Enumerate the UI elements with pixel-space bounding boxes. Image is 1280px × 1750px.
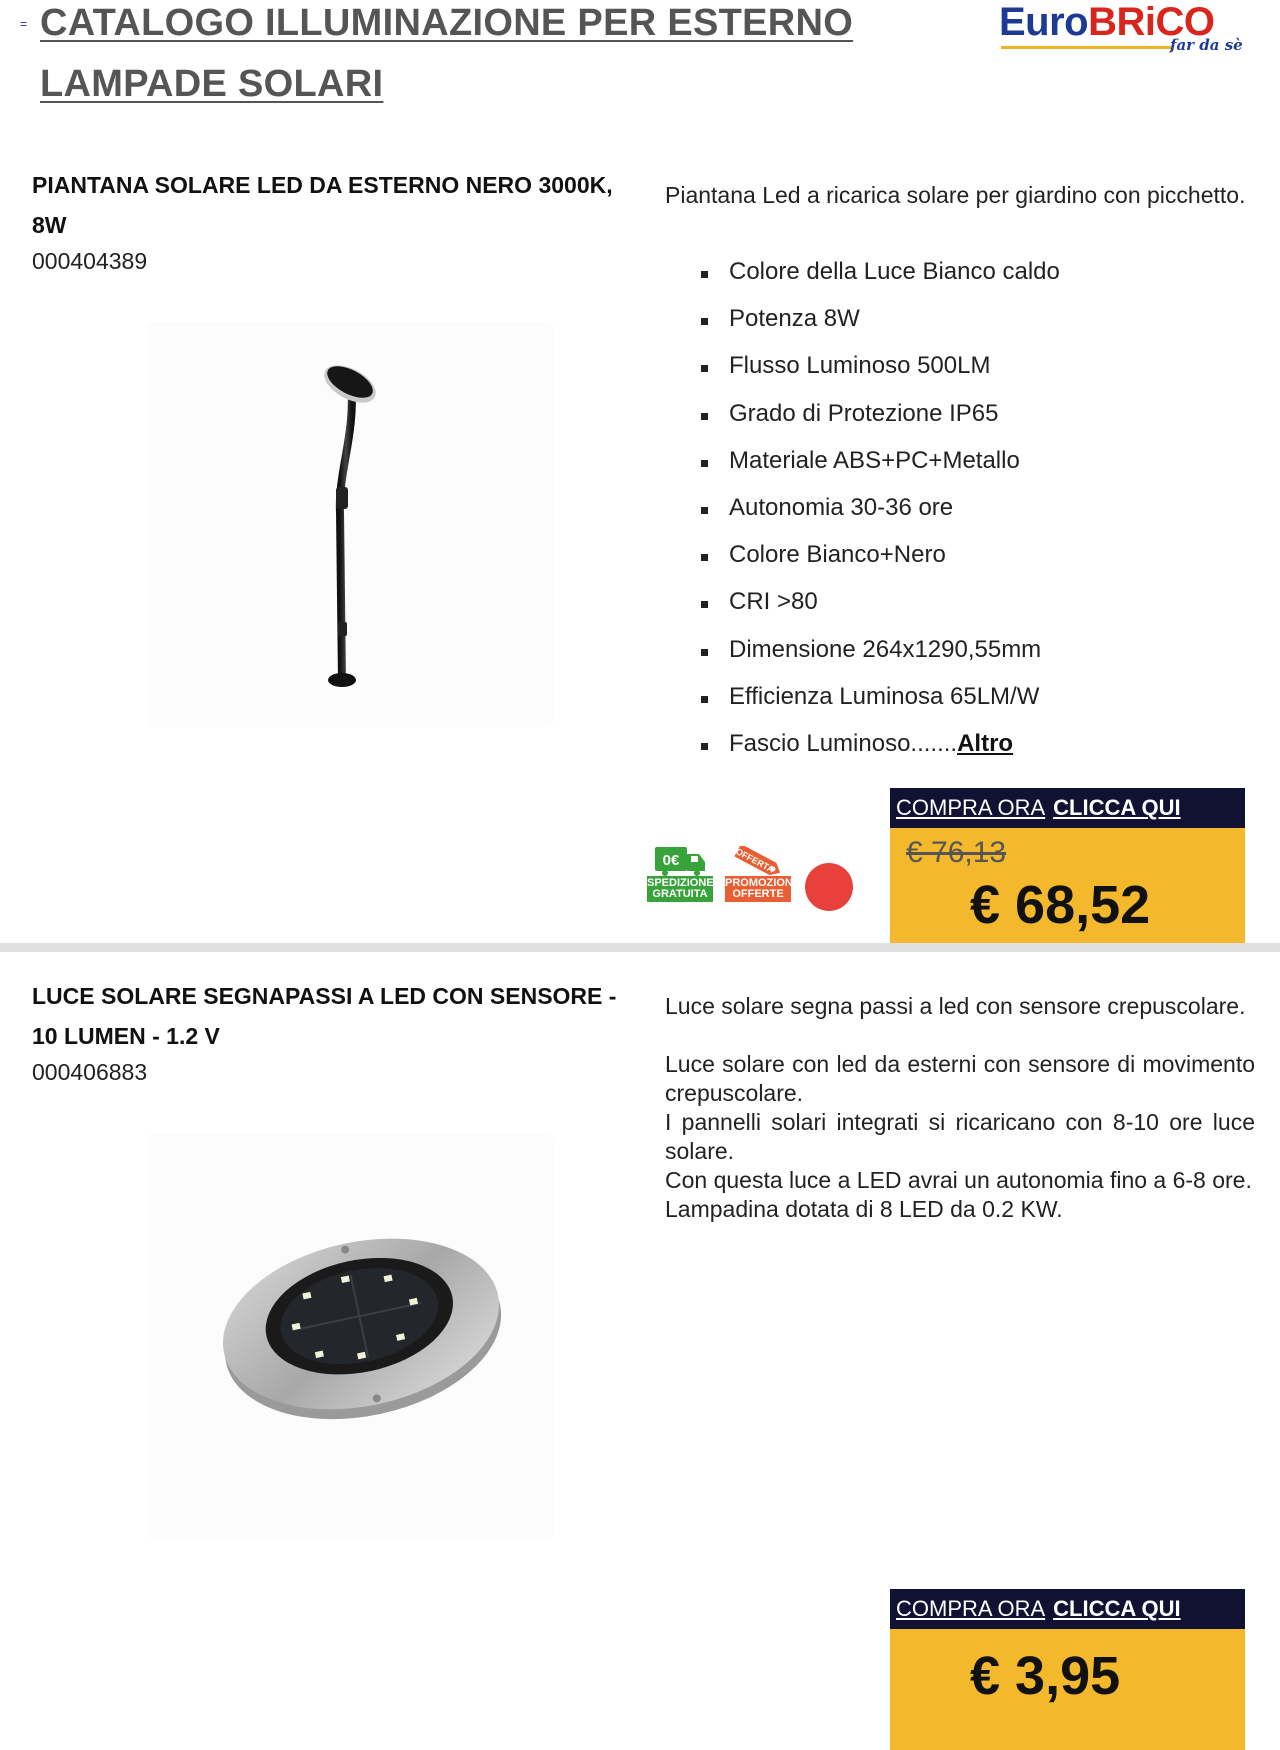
spec-item: Dimensione 264x1290,55mm <box>700 636 1060 683</box>
product-2-image[interactable] <box>148 1134 553 1539</box>
red-circle-icon <box>805 863 853 911</box>
logo-tagline: far da sè <box>1170 36 1243 54</box>
description-spacer <box>665 1021 1255 1050</box>
product-1-title: PIANTANA SOLARE LED DA ESTERNO NERO 3000K, 8W <box>32 172 613 238</box>
eurobrico-logo <box>995 0 1245 60</box>
shipping-icon-text: 0€ <box>662 852 680 869</box>
spec-item: Grado di Protezione IP65 <box>700 400 1060 447</box>
spec-item-prefix: Fascio Luminoso....... <box>729 729 958 757</box>
spec-item: Materiale ABS+PC+Metallo <box>700 447 1060 494</box>
spec-item: Colore della Luce Bianco caldo <box>700 258 1060 305</box>
product-1-spec-list <box>700 258 1060 777</box>
click-here-link[interactable]: CLICCA QUI <box>1053 795 1181 820</box>
product-2-price-box <box>890 1629 1245 1750</box>
description-line: Luce solare segna passi a led con sensore crepuscolare. <box>665 993 1246 1019</box>
free-shipping-label: SPEDIZIONE GRATUITA <box>647 877 714 900</box>
free-shipping-badge <box>647 846 713 916</box>
spec-item: Autonomia 30-36 ore <box>700 494 1060 541</box>
click-here-link[interactable]: CLICCA QUI <box>1053 1596 1181 1621</box>
buy-now-label[interactable]: COMPRA ORA <box>896 1596 1046 1621</box>
spec-item-last <box>700 730 1060 777</box>
logo-euro-text: Euro <box>999 0 1089 44</box>
product-1-code: 000404389 <box>32 248 148 274</box>
section-title: LAMPADE SOLARI <box>40 63 384 105</box>
product-2-title: LUCE SOLARE SEGNAPASSI A LED CON SENSORE - 10 LUMEN - 1.2 V <box>32 983 617 1049</box>
buy-now-label[interactable]: COMPRA ORA <box>896 795 1046 820</box>
current-price: € 3,95 <box>970 1646 1121 1706</box>
product-2-code: 000406883 <box>32 1059 148 1085</box>
spec-item: CRI >80 <box>700 588 1060 635</box>
description-line: Lampadina dotata di 8 LED da 0.2 KW. <box>665 1196 1063 1222</box>
price-tag-icon <box>725 846 791 876</box>
logo-brico-text: BRiCO <box>1088 0 1215 44</box>
more-link[interactable]: Altro <box>957 729 1014 757</box>
solar-floor-lamp-illustration <box>148 322 553 727</box>
description-line: Luce solare con led da esterni con sensore di movimento crepuscolare. <box>665 1051 1255 1106</box>
description-line: Con questa luce a LED avrai un autonomia fino a 6-8 ore. <box>665 1167 1252 1193</box>
product-1-buy-bar[interactable] <box>890 788 1245 828</box>
delivery-truck-icon <box>647 846 713 876</box>
catalog-title: CATALOGO ILLUMINAZIONE PER ESTERNO <box>40 2 854 44</box>
spec-item: Colore Bianco+Nero <box>700 541 1060 588</box>
promo-tag-text: OFFERTA <box>734 846 776 875</box>
header-marker: = <box>20 17 28 31</box>
spec-item: Efficienza Luminosa 65LM/W <box>700 683 1060 730</box>
promotions-label: PROMOZIONI OFFERTE <box>725 877 796 900</box>
section-divider <box>0 943 1280 952</box>
current-price: € 68,52 <box>970 875 1151 935</box>
old-price: € 76,13 <box>906 836 1007 869</box>
product-2-buy-bar[interactable] <box>890 1589 1245 1629</box>
promotions-badge <box>725 846 796 916</box>
product-2-description <box>665 992 1255 1224</box>
spec-item: Flusso Luminoso 500LM <box>700 352 1060 399</box>
logo-underline <box>1001 46 1171 49</box>
product-1-price-box <box>890 828 1245 943</box>
product-1-image[interactable] <box>148 322 553 727</box>
product-1-intro: Piantana Led a ricarica solare per giardino con picchetto. <box>665 182 1246 208</box>
spec-item: Potenza 8W <box>700 305 1060 352</box>
solar-ground-light-illustration <box>148 1134 553 1539</box>
description-line: I pannelli solari integrati si ricaricano con 8-10 ore luce solare. <box>665 1109 1255 1164</box>
